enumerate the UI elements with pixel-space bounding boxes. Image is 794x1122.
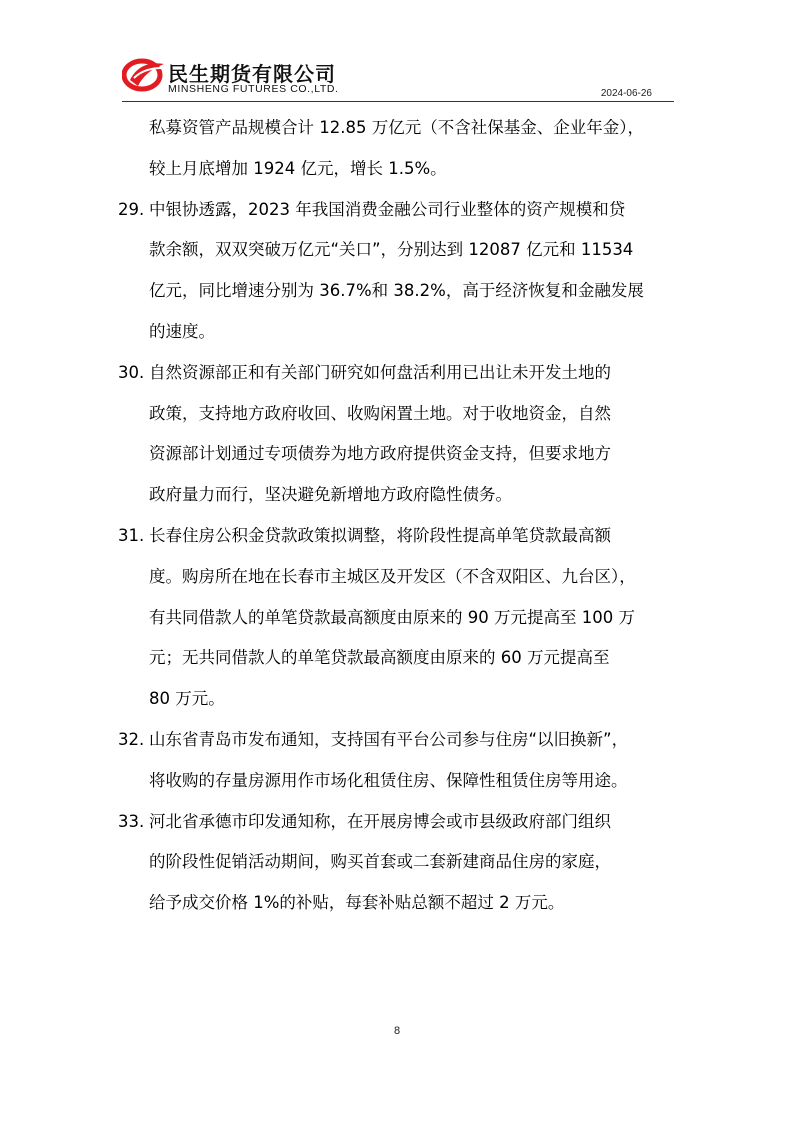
news-item-31 xyxy=(118,516,676,720)
news-item-33 xyxy=(118,802,676,924)
text-line: 政策，支持地方政府收回、收购闲置土地。对于收地资金，自然 xyxy=(149,403,611,423)
item-number: 32. xyxy=(118,729,145,749)
item-number: 33. xyxy=(118,811,145,831)
news-item-29 xyxy=(118,190,676,353)
text-line: 河北省承德市印发通知称，在开展房博会或市县级政府部门组织 xyxy=(149,811,611,831)
item-number: 31. xyxy=(118,525,145,545)
text-line: 较上月底增加 1924 亿元，增长 1.5%。 xyxy=(149,158,447,178)
text-line: 山东省青岛市发布通知，支持国有平台公司参与住房“以旧换新”， xyxy=(149,729,629,749)
text-line: 自然资源部正和有关部门研究如何盘活利用已出让未开发土地的 xyxy=(149,362,611,382)
text-line: 亿元，同比增速分别为 36.7%和 38.2%，高于经济恢复和金融发展 xyxy=(149,281,644,301)
text-line: 的阶段性促销活动期间，购买首套或二套新建商品住房的家庭， xyxy=(149,852,611,872)
text-line: 中银协透露，2023 年我国消费金融公司行业整体的资产规模和贷 xyxy=(149,199,626,219)
item-number: 29. xyxy=(118,199,145,219)
text-line: 将收购的存量房源用作市场化租赁住房、保障性租赁住房等用途。 xyxy=(149,770,628,790)
text-line: 度。购房所在地在长春市主城区及开发区（不含双阳区、九台区）， xyxy=(149,566,636,586)
header-divider xyxy=(122,101,674,102)
page-number: 8 xyxy=(393,1025,401,1037)
text-line: 款余额，双双突破万亿元“关口”，分别达到 12087 亿元和 11534 xyxy=(149,240,634,260)
text-line: 政府量力而行，坚决避免新增地方政府隐性债务。 xyxy=(149,485,512,505)
company-name-en: MINSHENG FUTURES CO.,LTD. xyxy=(168,83,339,95)
text-line: 长春住房公积金贷款政策拟调整，将阶段性提高单笔贷款最高额 xyxy=(149,525,611,545)
page-header xyxy=(122,50,674,102)
text-line: 的速度。 xyxy=(149,321,215,341)
company-name-cn: 民生期货有限公司 xyxy=(168,62,336,86)
text-line: 有共同借款人的单笔贷款最高额度由原来的 90 万元提高至 100 万 xyxy=(149,607,635,627)
item-number: 30. xyxy=(118,362,145,382)
report-date: 2024-06-26 xyxy=(600,88,652,99)
news-item-32 xyxy=(118,720,676,802)
text-line: 80 万元。 xyxy=(149,689,225,709)
text-line: 私募资管产品规模合计 12.85 万亿元（不含社保基金、企业年金）， xyxy=(149,118,644,137)
minsheng-logo-icon xyxy=(122,56,166,92)
text-line: 元；无共同借款人的单笔贷款最高额度由原来的 60 万元提高至 xyxy=(149,648,610,668)
document-body xyxy=(118,108,676,924)
text-line: 给予成交价格 1%的补贴，每套补贴总额不超过 2 万元。 xyxy=(149,893,565,913)
news-item-30 xyxy=(118,353,676,516)
text-line: 资源部计划通过专项债券为地方政府提供资金支持，但要求地方 xyxy=(149,444,611,464)
continuation-paragraph xyxy=(118,108,676,190)
